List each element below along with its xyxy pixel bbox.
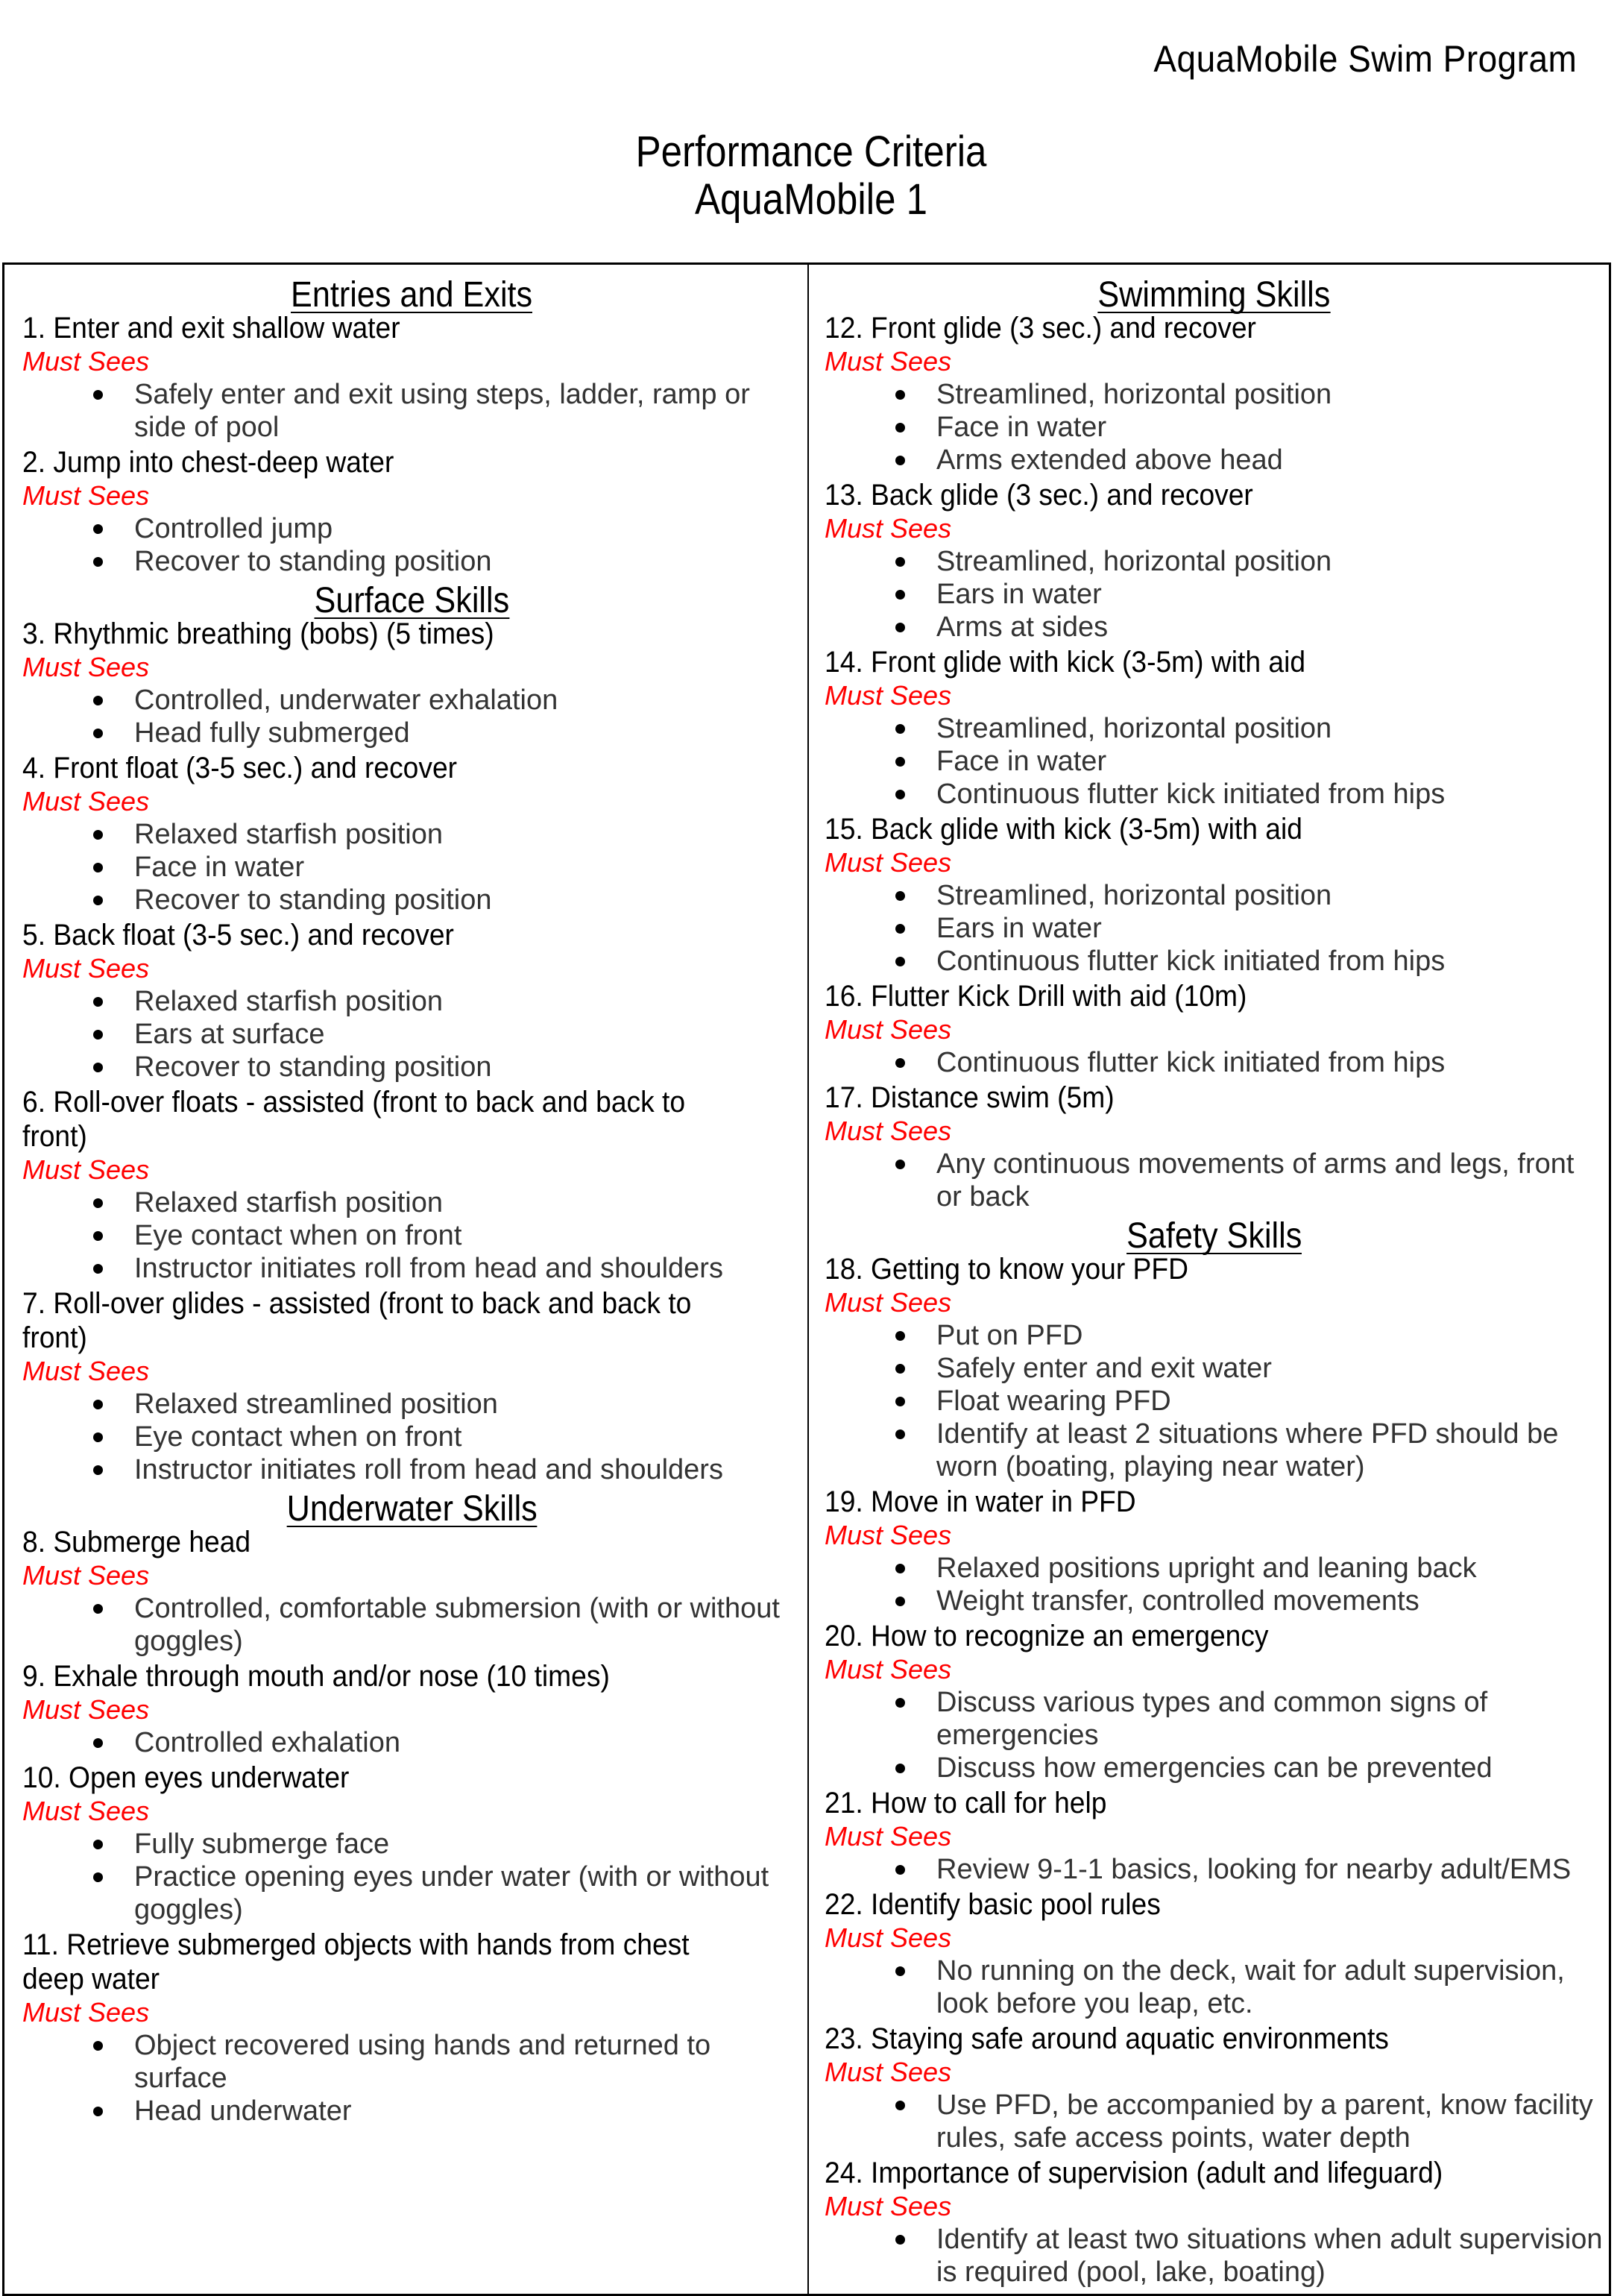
criteria-item xyxy=(22,1525,801,1658)
program-name: AquaMobile Swim Program xyxy=(1153,38,1577,80)
must-see-bullet xyxy=(22,851,801,884)
must-see-bullet xyxy=(22,2029,801,2095)
bullet-dot-icon xyxy=(895,1430,905,1439)
bullet-text: Face in water xyxy=(936,412,1107,443)
title-line: Performance Criteria xyxy=(635,128,987,176)
must-sees-label: Must Sees xyxy=(22,652,150,682)
item-title: 2. Jump into chest-deep water xyxy=(22,446,394,479)
bullet-text: Eye contact when on front xyxy=(134,1421,462,1453)
must-see-bullet xyxy=(22,684,801,717)
section-heading xyxy=(22,275,801,315)
must-sees-label: Must Sees xyxy=(825,1116,952,1146)
must-sees-list xyxy=(22,2029,801,2127)
section-heading-text: Surface Skills xyxy=(314,581,510,620)
bullet-text: Discuss how emergencies can be prevented xyxy=(936,1752,1493,1784)
must-sees-list xyxy=(22,378,801,444)
bullet-dot-icon xyxy=(895,456,905,465)
bullet-text: Safely enter and exit water xyxy=(936,1353,1272,1384)
criteria-item xyxy=(22,918,801,1083)
bullet-text: Use PFD, be accompanied by a parent, know facility rules, safe access points, water depth xyxy=(936,2089,1593,2154)
must-sees-list xyxy=(22,1186,801,1285)
must-see-bullet xyxy=(22,1388,801,1421)
must-see-bullet xyxy=(22,1828,801,1861)
must-sees-list xyxy=(825,1046,1604,1079)
bullet-dot-icon xyxy=(895,2101,905,2110)
must-see-bullet xyxy=(825,1853,1604,1886)
section-heading-text: Swimming Skills xyxy=(1097,275,1331,315)
bullet-text: Head underwater xyxy=(134,2095,352,2127)
item-title: 17. Distance swim (5m) xyxy=(825,1081,1115,1114)
left-column xyxy=(22,265,801,2127)
must-sees-label: Must Sees xyxy=(22,1997,150,2028)
bullet-dot-icon xyxy=(895,1058,905,1068)
must-see-bullet xyxy=(825,1686,1604,1752)
bullet-text: Controlled, comfortable submersion (with or without goggles) xyxy=(134,1593,780,1657)
bullet-dot-icon xyxy=(895,1160,905,1169)
section-safety-skills xyxy=(825,1218,1604,2289)
bullet-dot-icon xyxy=(93,1738,103,1748)
bullet-dot-icon xyxy=(93,1264,103,1274)
bullet-text: Relaxed starfish position xyxy=(134,986,443,1017)
must-see-bullet xyxy=(22,1018,801,1051)
must-sees-list xyxy=(22,1592,801,1658)
bullet-text: Ears in water xyxy=(936,579,1102,610)
item-title: 21. How to call for help xyxy=(825,1787,1107,1819)
item-title: 7. Roll-over glides - assisted (front to back and back to front) xyxy=(22,1287,692,1354)
must-see-bullet xyxy=(825,1319,1604,1352)
bullet-dot-icon xyxy=(93,2107,103,2116)
must-sees-label: Must Sees xyxy=(22,1560,150,1591)
criteria-item xyxy=(22,617,801,749)
must-sees-label: Must Sees xyxy=(22,480,150,511)
bullet-text: Safely enter and exit using steps, ladder, ramp or side of pool xyxy=(134,379,750,443)
criteria-table xyxy=(2,262,1611,2296)
bullet-dot-icon xyxy=(93,557,103,567)
bullet-text: Identify at least two situations when adult supervision is required (pool, lake, boating) xyxy=(936,2224,1603,2288)
criteria-item xyxy=(825,2156,1604,2289)
must-sees-label: Must Sees xyxy=(825,680,952,711)
must-sees-label: Must Sees xyxy=(22,786,150,817)
must-see-bullet xyxy=(22,818,801,851)
must-see-bullet xyxy=(825,712,1604,745)
bullet-text: Discuss various types and common signs of emergencies xyxy=(936,1687,1488,1751)
bullet-dot-icon xyxy=(93,2041,103,2051)
criteria-item xyxy=(22,1085,801,1285)
bullet-dot-icon xyxy=(93,1198,103,1208)
criteria-item xyxy=(22,311,801,444)
must-sees-label: Must Sees xyxy=(825,513,952,544)
bullet-dot-icon xyxy=(895,891,905,901)
item-title: 13. Back glide (3 sec.) and recover xyxy=(825,479,1253,512)
must-sees-list xyxy=(825,1686,1604,1784)
must-sees-label: Must Sees xyxy=(22,1694,150,1725)
must-sees-label: Must Sees xyxy=(22,953,150,984)
bullet-text: Arms extended above head xyxy=(936,444,1283,476)
bullet-text: Instructor initiates roll from head and shoulders xyxy=(134,1454,723,1485)
criteria-item xyxy=(825,1252,1604,1483)
must-sees-label: Must Sees xyxy=(825,346,952,377)
bullet-text: Face in water xyxy=(134,852,305,883)
must-sees-list xyxy=(825,2089,1604,2154)
item-title: 6. Roll-over floats - assisted (front to back and back to front) xyxy=(22,1086,686,1153)
criteria-item xyxy=(825,1887,1604,2020)
bullet-dot-icon xyxy=(895,757,905,767)
must-sees-label: Must Sees xyxy=(825,2191,952,2221)
must-see-bullet xyxy=(825,1385,1604,1418)
criteria-item xyxy=(22,1761,801,1926)
bullet-dot-icon xyxy=(93,863,103,872)
criteria-item xyxy=(22,1286,801,1486)
must-sees-list xyxy=(825,545,1604,644)
bullet-dot-icon xyxy=(93,390,103,400)
must-see-bullet xyxy=(22,1592,801,1658)
bullet-text: Relaxed starfish position xyxy=(134,819,443,850)
must-sees-list xyxy=(22,684,801,749)
bullet-dot-icon xyxy=(93,1872,103,1882)
must-sees-label: Must Sees xyxy=(22,1356,150,1386)
bullet-dot-icon xyxy=(895,2235,905,2245)
must-sees-label: Must Sees xyxy=(22,1154,150,1185)
criteria-item xyxy=(22,1928,801,2127)
item-title: 11. Retrieve submerged objects with hands from chest deep water xyxy=(22,1928,690,1995)
must-sees-label: Must Sees xyxy=(825,1520,952,1550)
must-see-bullet xyxy=(22,1219,801,1252)
item-title: 14. Front glide with kick (3-5m) with aid xyxy=(825,646,1306,679)
must-see-bullet xyxy=(22,1252,801,1285)
criteria-item xyxy=(22,445,801,578)
must-see-bullet xyxy=(825,578,1604,611)
bullet-dot-icon xyxy=(93,524,103,534)
must-see-bullet xyxy=(22,512,801,545)
item-title: 5. Back float (3-5 sec.) and recover xyxy=(22,919,454,952)
bullet-text: Relaxed streamlined position xyxy=(134,1388,498,1420)
bullet-dot-icon xyxy=(895,1698,905,1708)
must-sees-list xyxy=(22,818,801,916)
must-sees-list xyxy=(22,985,801,1083)
column-divider xyxy=(807,265,809,2294)
bullet-text: Head fully submerged xyxy=(134,717,410,749)
item-title: 18. Getting to know your PFD xyxy=(825,1253,1188,1286)
must-see-bullet xyxy=(22,1861,801,1926)
bullet-text: Controlled, underwater exhalation xyxy=(134,685,558,716)
must-sees-list xyxy=(22,1726,801,1759)
must-sees-list xyxy=(22,1828,801,1926)
bullet-dot-icon xyxy=(895,1966,905,1976)
must-see-bullet xyxy=(825,778,1604,811)
level-title: AquaMobile 1 xyxy=(694,175,928,224)
section-underwater-skills xyxy=(22,1491,801,2127)
bullet-dot-icon xyxy=(93,729,103,738)
criteria-item xyxy=(22,751,801,916)
must-see-bullet xyxy=(825,945,1604,978)
item-title: 20. How to recognize an emergency xyxy=(825,1620,1269,1652)
bullet-dot-icon xyxy=(895,1564,905,1573)
bullet-dot-icon xyxy=(895,590,905,600)
bullet-text: Streamlined, horizontal position xyxy=(936,379,1332,410)
bullet-dot-icon xyxy=(93,1432,103,1442)
must-sees-list xyxy=(825,1853,1604,1886)
section-entries-and-exits xyxy=(22,277,801,578)
must-see-bullet xyxy=(825,1552,1604,1585)
section-heading xyxy=(825,275,1604,315)
must-sees-list xyxy=(22,512,801,578)
bullet-text: Continuous flutter kick initiated from hips xyxy=(936,1047,1446,1078)
section-heading-text: Entries and Exits xyxy=(291,275,533,315)
bullet-text: Recover to standing position xyxy=(134,1051,492,1083)
must-sees-list xyxy=(825,1319,1604,1483)
bullet-text: Relaxed starfish position xyxy=(134,1187,443,1218)
bullet-text: Controlled jump xyxy=(134,513,333,544)
must-see-bullet xyxy=(22,884,801,916)
bullet-text: No running on the deck, wait for adult supervision, look before you leap, etc. xyxy=(936,1955,1565,2019)
bullet-text: Ears in water xyxy=(936,913,1102,944)
bullet-text: Weight transfer, controlled movements xyxy=(936,1585,1419,1617)
bullet-text: Eye contact when on front xyxy=(134,1220,462,1251)
section-heading xyxy=(825,1216,1604,1256)
bullet-text: Put on PFD xyxy=(936,1320,1083,1351)
criteria-item xyxy=(825,478,1604,644)
criteria-item xyxy=(825,1081,1604,1213)
bullet-dot-icon xyxy=(895,790,905,799)
item-title: 8. Submerge head xyxy=(22,1526,251,1559)
bullet-text: Arms at sides xyxy=(936,611,1109,643)
section-heading-text: Safety Skills xyxy=(1126,1216,1302,1256)
must-see-bullet xyxy=(825,1954,1604,2020)
bullet-dot-icon xyxy=(93,1604,103,1614)
criteria-item xyxy=(825,311,1604,477)
must-see-bullet xyxy=(825,545,1604,578)
must-see-bullet xyxy=(825,1418,1604,1483)
bullet-dot-icon xyxy=(895,623,905,632)
must-see-bullet xyxy=(825,378,1604,411)
must-sees-list xyxy=(825,712,1604,811)
must-sees-label: Must Sees xyxy=(825,1014,952,1045)
bullet-text: Identify at least 2 situations where PFD should be worn (boating, playing near water) xyxy=(936,1418,1559,1482)
bullet-text: Relaxed positions upright and leaning back xyxy=(936,1553,1477,1584)
must-sees-label: Must Sees xyxy=(825,2057,952,2087)
bullet-dot-icon xyxy=(895,423,905,433)
must-sees-list xyxy=(825,1148,1604,1213)
bullet-dot-icon xyxy=(895,390,905,400)
must-see-bullet xyxy=(825,444,1604,477)
item-title: 22. Identify basic pool rules xyxy=(825,1888,1161,1921)
must-sees-label: Must Sees xyxy=(22,1796,150,1826)
bullet-dot-icon xyxy=(93,1400,103,1409)
criteria-item xyxy=(825,1619,1604,1784)
bullet-dot-icon xyxy=(895,557,905,567)
item-title: 12. Front glide (3 sec.) and recover xyxy=(825,312,1256,345)
bullet-dot-icon xyxy=(895,1331,905,1341)
bullet-text: Float wearing PFD xyxy=(936,1386,1171,1417)
bullet-dot-icon xyxy=(895,957,905,966)
criteria-item xyxy=(22,1659,801,1759)
item-title: 15. Back glide with kick (3-5m) with aid xyxy=(825,813,1302,846)
item-title: 3. Rhythmic breathing (bobs) (5 times) xyxy=(22,617,494,650)
must-see-bullet xyxy=(22,545,801,578)
must-see-bullet xyxy=(825,611,1604,644)
bullet-text: Recover to standing position xyxy=(134,884,492,916)
must-see-bullet xyxy=(825,1352,1604,1385)
must-see-bullet xyxy=(825,745,1604,778)
criteria-item xyxy=(825,1786,1604,1886)
bullet-text: Review 9-1-1 basics, looking for nearby adult/EMS xyxy=(936,1854,1572,1885)
criteria-item xyxy=(825,645,1604,811)
bullet-dot-icon xyxy=(895,924,905,934)
must-sees-list xyxy=(825,2223,1604,2289)
section-swimming-skills xyxy=(825,277,1604,1213)
must-sees-label: Must Sees xyxy=(825,1922,952,1953)
bullet-text: Fully submerge face xyxy=(134,1828,390,1860)
must-see-bullet xyxy=(825,912,1604,945)
must-see-bullet xyxy=(825,1585,1604,1617)
must-sees-label: Must Sees xyxy=(825,1821,952,1852)
bullet-text: Streamlined, horizontal position xyxy=(936,546,1332,577)
bullet-text: Ears at surface xyxy=(134,1019,325,1050)
must-sees-label: Must Sees xyxy=(825,847,952,878)
bullet-text: Practice opening eyes under water (with or without goggles) xyxy=(134,1861,769,1925)
section-heading-text: Underwater Skills xyxy=(286,1489,538,1529)
criteria-item xyxy=(825,979,1604,1079)
criteria-item xyxy=(825,1485,1604,1617)
section-surface-skills xyxy=(22,582,801,1486)
item-title: 10. Open eyes underwater xyxy=(22,1761,350,1794)
item-title: 23. Staying safe around aquatic environments xyxy=(825,2022,1389,2055)
bullet-text: Instructor initiates roll from head and shoulders xyxy=(134,1253,723,1284)
bullet-text: Controlled exhalation xyxy=(134,1727,401,1758)
must-see-bullet xyxy=(825,1752,1604,1784)
bullet-text: Recover to standing position xyxy=(134,546,492,577)
item-title: 24. Importance of supervision (adult and lifeguard) xyxy=(825,2157,1443,2189)
bullet-dot-icon xyxy=(93,1063,103,1072)
page-title xyxy=(0,128,1623,224)
bullet-text: Streamlined, horizontal position xyxy=(936,880,1332,911)
must-see-bullet xyxy=(22,717,801,749)
criteria-item xyxy=(825,812,1604,978)
must-see-bullet xyxy=(825,411,1604,444)
criteria-item xyxy=(825,2022,1604,2154)
item-title: 9. Exhale through mouth and/or nose (10 times) xyxy=(22,1660,610,1693)
bullet-dot-icon xyxy=(895,1865,905,1875)
must-see-bullet xyxy=(22,1186,801,1219)
bullet-dot-icon xyxy=(93,830,103,840)
item-title: 1. Enter and exit shallow water xyxy=(22,312,400,345)
bullet-dot-icon xyxy=(93,696,103,705)
section-heading xyxy=(22,581,801,620)
bullet-dot-icon xyxy=(895,1397,905,1406)
bullet-text: Streamlined, horizontal position xyxy=(936,713,1332,744)
must-sees-label: Must Sees xyxy=(22,346,150,377)
must-sees-list xyxy=(22,1388,801,1486)
must-see-bullet xyxy=(22,378,801,444)
bullet-dot-icon xyxy=(93,1465,103,1475)
item-title: 4. Front float (3-5 sec.) and recover xyxy=(22,752,458,784)
must-see-bullet xyxy=(22,1726,801,1759)
must-sees-list xyxy=(825,1954,1604,2020)
must-see-bullet xyxy=(22,2095,801,2127)
must-see-bullet xyxy=(22,1421,801,1453)
must-see-bullet xyxy=(22,985,801,1018)
bullet-text: Continuous flutter kick initiated from hips xyxy=(936,779,1446,810)
section-heading xyxy=(22,1489,801,1529)
item-title: 19. Move in water in PFD xyxy=(825,1485,1136,1518)
must-see-bullet xyxy=(825,1046,1604,1079)
must-see-bullet xyxy=(825,2089,1604,2154)
bullet-dot-icon xyxy=(93,896,103,905)
must-see-bullet xyxy=(22,1453,801,1486)
bullet-text: Continuous flutter kick initiated from hips xyxy=(936,946,1446,977)
bullet-dot-icon xyxy=(895,1597,905,1606)
bullet-dot-icon xyxy=(895,1764,905,1773)
must-sees-label: Must Sees xyxy=(825,1654,952,1685)
must-sees-label: Must Sees xyxy=(825,1287,952,1318)
bullet-dot-icon xyxy=(93,997,103,1007)
must-see-bullet xyxy=(825,879,1604,912)
item-title: 16. Flutter Kick Drill with aid (10m) xyxy=(825,980,1247,1013)
must-see-bullet xyxy=(22,1051,801,1083)
bullet-dot-icon xyxy=(93,1231,103,1241)
bullet-text: Face in water xyxy=(936,746,1107,777)
must-sees-list xyxy=(825,1552,1604,1617)
must-sees-list xyxy=(825,879,1604,978)
bullet-text: Any continuous movements of arms and legs, front or back xyxy=(936,1148,1575,1213)
must-sees-list xyxy=(825,378,1604,477)
bullet-dot-icon xyxy=(93,1840,103,1849)
must-see-bullet xyxy=(825,2223,1604,2289)
bullet-dot-icon xyxy=(895,724,905,734)
bullet-dot-icon xyxy=(895,1364,905,1374)
bullet-text: Object recovered using hands and returned to surface xyxy=(134,2030,711,2094)
right-column xyxy=(825,265,1604,2289)
must-see-bullet xyxy=(825,1148,1604,1213)
bullet-dot-icon xyxy=(93,1030,103,1040)
